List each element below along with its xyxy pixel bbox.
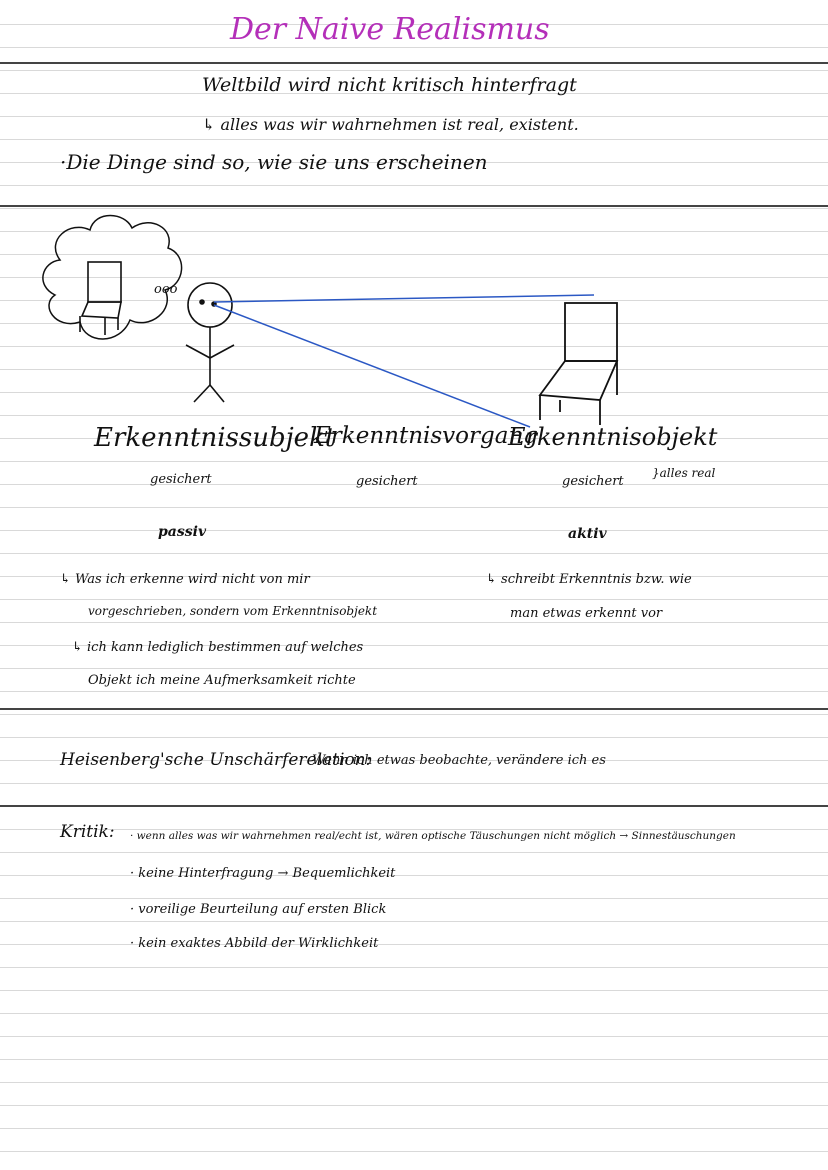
divider-3 [0, 805, 828, 807]
object-side-note: }alles real [652, 466, 716, 480]
kritik-point-2: · keine Hinterfragung → Bequemlichkeit [130, 866, 396, 881]
note-right-1: ↳ schreibt Erkenntnis bzw. wie [486, 572, 692, 587]
sight-line-lower [214, 305, 530, 427]
chair-in-thought [80, 262, 121, 335]
note-left-2: vorgeschrieben, sondern vom Erkenntnisobjekt [88, 604, 378, 618]
divider-2 [0, 708, 828, 710]
heisenberg-label: Heisenberg'sche Unschärferelation: [60, 750, 372, 770]
term-process: Erkenntnisvorgang [314, 423, 538, 449]
kritik-point-3: · voreilige Beurteilung auf ersten Blick [130, 902, 387, 917]
object-label: aktiv [568, 526, 607, 542]
subject-note: gesichert [150, 472, 212, 487]
intro-line-2: ↳ alles was wir wahrnehmen ist real, existent. [202, 115, 579, 134]
note-left-4: Objekt ich meine Aufmerksamkeit richte [88, 673, 356, 688]
process-note: gesichert [356, 474, 418, 489]
note-right-2: man etwas erkennt vor [510, 606, 663, 621]
heisenberg-text: Wenn ich etwas beobachte, verändere ich es [312, 753, 606, 768]
note-left-1: ↳ Was ich erkenne wird nicht von mir [60, 572, 310, 587]
kritik-point-4: · kein exaktes Abbild der Wirklichkeit [130, 936, 379, 951]
kritik-label: Kritik: [60, 822, 115, 842]
page-title: Der Naive Realismus [230, 12, 550, 47]
note-left-3: ↳ ich kann lediglich bestimmen auf welches [72, 640, 364, 655]
subject-label: passiv [158, 524, 207, 540]
object-note: gesichert [562, 474, 624, 489]
kritik-point-1: · wenn alles was wir wahrnehmen real/echt ist, wären optische Täuschungen nicht möglich → Sinnestäuschungen [130, 830, 736, 842]
thought-bubbles: ooo [154, 282, 178, 297]
sight-line-upper [214, 295, 594, 302]
chair-object [540, 303, 617, 425]
stick-figure [186, 283, 234, 402]
intro-line-1: Weltbild wird nicht kritisch hinterfragt [202, 74, 577, 96]
term-subject: Erkenntnissubjekt [94, 423, 336, 453]
term-object: Erkenntnisobjekt [508, 423, 718, 451]
thought-cloud [43, 216, 182, 340]
realism-diagram [0, 0, 828, 460]
intro-line-3: ·Die Dinge sind so, wie sie uns erscheinen [60, 150, 488, 174]
